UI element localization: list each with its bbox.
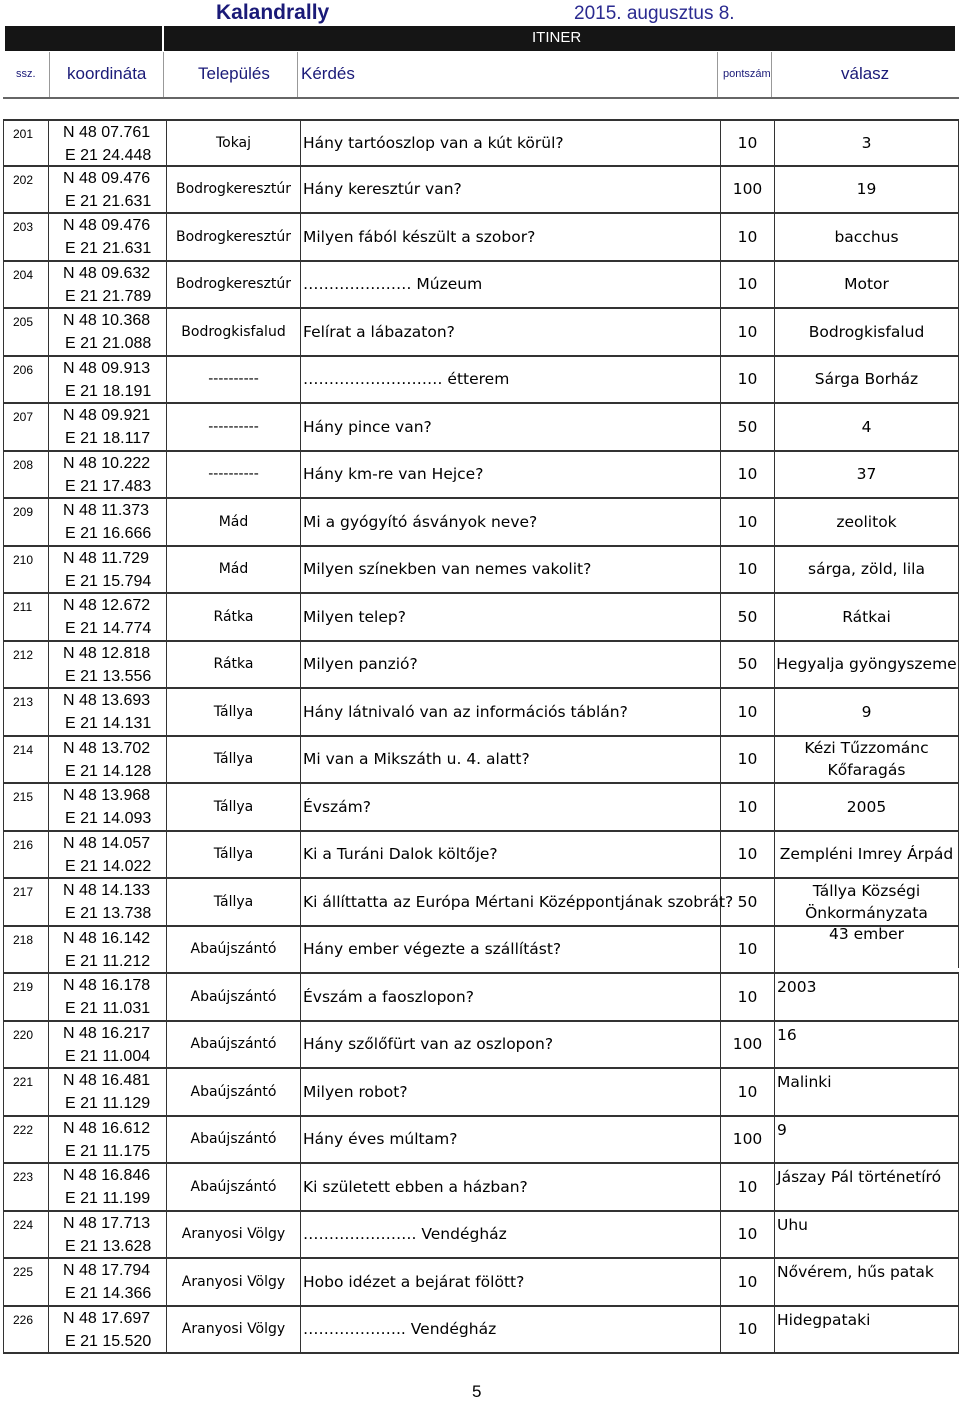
answer-cell <box>775 1259 959 1305</box>
question-text: Hány szőlőfürt van az oszlopon? <box>301 1022 721 1068</box>
answer-text: 43 ember <box>828 924 905 943</box>
table-row <box>3 1307 959 1355</box>
answer-text: 19 <box>856 180 877 199</box>
coord-east: E 21 21.088 <box>65 335 152 352</box>
question-text: Hány pince van? <box>301 404 721 450</box>
row-number: 205 <box>3 309 49 355</box>
answer-text: 9 <box>777 1120 787 1139</box>
answer-cell <box>775 214 959 260</box>
place-name: Abaújszántó <box>167 974 301 1020</box>
points-value: 10 <box>721 309 775 355</box>
row-number: 217 <box>3 879 49 925</box>
coord-north: N 48 16.612 <box>63 1119 151 1137</box>
answer-cell <box>775 594 959 640</box>
points-value: 10 <box>721 832 775 878</box>
coord-east: E 21 16.666 <box>65 525 152 542</box>
coord-east: E 21 11.004 <box>65 1047 151 1065</box>
row-number: 225 <box>3 1259 49 1305</box>
coord-north: N 48 14.057 <box>63 834 151 852</box>
points-value: 50 <box>721 879 775 925</box>
row-number: 224 <box>3 1212 49 1258</box>
table-row <box>3 879 959 927</box>
coord-east: E 21 14.774 <box>65 620 152 637</box>
row-number: 216 <box>3 832 49 878</box>
col-header-answer: válasz <box>841 64 890 83</box>
row-number: 204 <box>3 262 49 308</box>
place-name: Aranyosi Völgy <box>167 1212 301 1258</box>
place-name: Tállya <box>167 689 301 735</box>
coordinate <box>49 927 167 973</box>
coordinate <box>49 262 167 308</box>
row-number: 211 <box>3 594 49 640</box>
table-row <box>3 357 959 405</box>
row-number: 223 <box>3 1164 49 1210</box>
coordinate <box>49 121 167 165</box>
coord-east: E 21 17.483 <box>65 477 152 495</box>
coordinate <box>49 1259 167 1305</box>
coordinate <box>49 594 167 640</box>
answer-cell <box>775 357 959 403</box>
coord-north: N 48 16.846 <box>63 1167 151 1184</box>
coord-north: N 48 16.142 <box>63 929 151 947</box>
question-text: Ki állíttatta az Európa Mértani Középpontjának szobrát? <box>301 879 721 925</box>
question-text: Évszám a faoszlopon? <box>301 974 721 1020</box>
place-name: Tállya <box>167 784 301 830</box>
coordinate <box>49 1212 167 1258</box>
col-header-question: Kérdés <box>301 64 355 83</box>
points-value: 100 <box>721 1117 775 1163</box>
place-name: ---------- <box>167 357 301 403</box>
points-value: 10 <box>721 737 775 783</box>
table-row <box>3 452 959 500</box>
table-row <box>3 737 959 785</box>
question-text: Milyen színekben van nemes vakolit? <box>301 547 721 593</box>
place-name: Mád <box>167 499 301 545</box>
answer-cell <box>775 262 959 308</box>
answer-text-line2: Önkormányzata <box>805 903 928 922</box>
col-header-ssz: ssz. <box>16 68 36 80</box>
coord-east: E 21 14.093 <box>65 810 152 827</box>
row-number: 221 <box>3 1069 49 1115</box>
points-value: 100 <box>721 167 775 213</box>
coord-north: N 48 09.632 <box>63 264 151 282</box>
divider <box>49 52 50 98</box>
coordinate <box>49 737 167 783</box>
row-number: 202 <box>3 167 49 213</box>
coord-north: N 48 12.672 <box>63 597 151 614</box>
points-value: 10 <box>721 214 775 260</box>
answer-text: Jászay Pál történetíró <box>777 1168 942 1186</box>
table-row <box>3 832 959 880</box>
coord-east: E 21 18.191 <box>65 382 152 400</box>
coord-north: N 48 13.702 <box>63 739 151 757</box>
coord-north: N 48 07.761 <box>63 124 151 141</box>
answer-cell <box>775 167 959 213</box>
coord-north: N 48 10.222 <box>63 454 151 472</box>
answer-text: sárga, zöld, lila <box>808 560 925 579</box>
answer-text: zeolitok <box>836 512 897 531</box>
points-value: 10 <box>721 452 775 498</box>
answer-text: Rátkai <box>842 607 891 626</box>
question-text: ……………….. Vendégház <box>301 1307 721 1353</box>
table-row <box>3 1164 959 1212</box>
coord-north: N 48 16.481 <box>63 1072 151 1089</box>
coord-north: N 48 11.729 <box>63 549 149 567</box>
coordinate <box>49 1022 167 1068</box>
answer-cell <box>775 309 959 355</box>
col-header-place: Település <box>198 64 270 83</box>
question-text: Milyen telep? <box>301 594 721 640</box>
column-headers <box>3 52 959 98</box>
col-header-points: pontszám <box>723 68 771 80</box>
coordinate <box>49 452 167 498</box>
table-row <box>3 689 959 737</box>
coord-north: N 48 10.368 <box>63 312 151 329</box>
table-row <box>3 1212 959 1260</box>
question-text: Ki született ebben a házban? <box>301 1164 721 1210</box>
page-number: 5 <box>472 1382 482 1401</box>
answer-text: 4 <box>861 417 872 436</box>
answer-text: Kézi Tűzzománc <box>804 739 929 758</box>
coord-north: N 48 13.693 <box>63 692 151 709</box>
answer-cell <box>775 689 959 735</box>
points-value: 100 <box>721 1022 775 1068</box>
coord-east: E 21 14.131 <box>65 715 152 732</box>
answer-cell <box>775 1307 959 1353</box>
table-row <box>3 119 959 167</box>
coordinate <box>49 1117 167 1163</box>
divider <box>163 52 164 98</box>
table-row <box>3 642 959 690</box>
bar-cell <box>5 26 164 51</box>
table-row <box>3 309 959 357</box>
section-label: ITINER <box>532 29 582 46</box>
place-name: Bodrogkeresztúr <box>167 214 301 260</box>
row-number: 222 <box>3 1117 49 1163</box>
coord-north: N 48 09.476 <box>63 217 151 234</box>
coord-east: E 21 13.738 <box>65 905 152 922</box>
answer-cell <box>775 121 959 165</box>
coord-east: E 21 14.366 <box>65 1285 152 1302</box>
answer-cell <box>775 404 959 450</box>
answer-text: 37 <box>856 465 877 484</box>
coord-east: E 21 18.117 <box>65 430 151 447</box>
question-text: ………………… Múzeum <box>301 262 721 308</box>
answer-cell <box>775 923 959 969</box>
coordinate <box>49 309 167 355</box>
question-text: Milyen fából készült a szobor? <box>301 214 721 260</box>
place-name: Rátka <box>167 642 301 688</box>
row-number: 208 <box>3 452 49 498</box>
coord-north: N 48 16.178 <box>63 977 151 994</box>
row-number: 212 <box>3 642 49 688</box>
place-name: Tállya <box>167 832 301 878</box>
coord-east: E 21 21.631 <box>65 240 152 257</box>
points-value: 10 <box>721 1307 775 1353</box>
row-number: 215 <box>3 784 49 830</box>
row-number: 220 <box>3 1022 49 1068</box>
coord-east: E 21 15.520 <box>65 1332 152 1350</box>
points-value: 50 <box>721 594 775 640</box>
coord-east: E 21 11.212 <box>65 952 151 970</box>
place-name: Abaújszántó <box>167 1164 301 1210</box>
table-row <box>3 499 959 547</box>
coord-north: N 48 17.697 <box>63 1309 151 1327</box>
event-date: 2015. augusztus 8. <box>574 3 735 24</box>
place-name: Mád <box>167 547 301 593</box>
col-header-coord: koordináta <box>67 64 147 83</box>
points-value: 10 <box>721 1259 775 1305</box>
answer-text: Hidegpataki <box>777 1310 871 1329</box>
points-value: 10 <box>721 689 775 735</box>
answer-text: 16 <box>777 1025 797 1044</box>
place-name: Aranyosi Völgy <box>167 1259 301 1305</box>
points-value: 10 <box>721 547 775 593</box>
points-value: 10 <box>721 1164 775 1210</box>
answer-text: Bodrogkisfalud <box>808 322 925 341</box>
row-number: 226 <box>3 1307 49 1353</box>
row-number: 207 <box>3 404 49 450</box>
answer-text: Nővérem, hűs patak <box>777 1263 934 1281</box>
place-name: Tállya <box>167 879 301 925</box>
answer-text: 2005 <box>846 797 887 816</box>
table-row <box>3 594 959 642</box>
coord-north: N 48 17.713 <box>63 1214 151 1232</box>
answer-text: Motor <box>844 275 889 294</box>
coord-north: N 48 11.373 <box>63 502 149 519</box>
question-text: Hány tartóoszlop van a kút körül? <box>301 121 721 165</box>
place-name: Bodrogkeresztúr <box>167 167 301 213</box>
place-name: Abaújszántó <box>167 927 301 973</box>
points-value: 10 <box>721 357 775 403</box>
coord-east: E 21 11.199 <box>65 1190 151 1207</box>
coordinate <box>49 357 167 403</box>
place-name: Tállya <box>167 737 301 783</box>
row-number: 203 <box>3 214 49 260</box>
answer-cell <box>775 1069 959 1115</box>
answer-cell <box>775 832 959 878</box>
table-row <box>3 784 959 832</box>
answer-cell <box>775 1117 959 1163</box>
coordinate <box>49 642 167 688</box>
coordinate <box>49 879 167 925</box>
answer-text: Sárga Borház <box>814 370 919 389</box>
answer-cell <box>775 547 959 593</box>
question-text: Hány ember végezte a szállítást? <box>301 927 721 973</box>
coordinate <box>49 832 167 878</box>
points-value: 10 <box>721 121 775 165</box>
answer-cell <box>775 1022 959 1068</box>
answer-cell <box>775 879 959 925</box>
row-number: 210 <box>3 547 49 593</box>
points-value: 10 <box>721 784 775 830</box>
coord-east: E 21 13.628 <box>65 1237 152 1255</box>
coord-north: N 48 09.913 <box>63 359 151 377</box>
question-text: Felírat a lábazaton? <box>301 309 721 355</box>
question-text: …………………. Vendégház <box>301 1212 721 1258</box>
points-value: 10 <box>721 1212 775 1258</box>
answer-cell <box>775 784 959 830</box>
coordinate <box>49 1164 167 1210</box>
divider <box>771 52 772 98</box>
coordinate <box>49 214 167 260</box>
question-text: Évszám? <box>301 784 721 830</box>
coordinate <box>49 547 167 593</box>
table-row <box>3 1022 959 1070</box>
row-number: 213 <box>3 689 49 735</box>
points-value: 50 <box>721 642 775 688</box>
coord-east: E 21 11.031 <box>65 1000 151 1017</box>
coord-north: N 48 14.133 <box>63 882 151 899</box>
question-text: Milyen panzió? <box>301 642 721 688</box>
row-number: 206 <box>3 357 49 403</box>
answer-text: 2003 <box>777 978 817 996</box>
table-row <box>3 167 959 215</box>
question-text: Hány km-re van Hejce? <box>301 452 721 498</box>
points-value: 10 <box>721 499 775 545</box>
table-row <box>3 1069 959 1117</box>
document-title: Kalandrally <box>216 1 330 24</box>
divider <box>717 52 718 98</box>
coord-north: N 48 16.217 <box>63 1024 151 1042</box>
coordinate <box>49 404 167 450</box>
coordinate <box>49 689 167 735</box>
row-number: 219 <box>3 974 49 1020</box>
coord-east: E 21 14.128 <box>65 762 152 780</box>
answer-cell <box>775 642 959 688</box>
question-text: Milyen robot? <box>301 1069 721 1115</box>
coord-east: E 21 14.022 <box>65 857 152 875</box>
place-name: ---------- <box>167 404 301 450</box>
points-value: 10 <box>721 974 775 1020</box>
place-name: Aranyosi Völgy <box>167 1307 301 1353</box>
points-value: 50 <box>721 404 775 450</box>
table-row <box>3 1117 959 1165</box>
question-text: Mi van a Mikszáth u. 4. alatt? <box>301 737 721 783</box>
question-text: Hány látnivaló van az információs táblán? <box>301 689 721 735</box>
itiner-bar <box>5 26 955 51</box>
row-number: 218 <box>3 927 49 973</box>
coord-north: N 48 09.921 <box>63 407 151 424</box>
place-name: Abaújszántó <box>167 1022 301 1068</box>
answer-cell <box>775 499 959 545</box>
table-row <box>3 547 959 595</box>
table-row <box>3 1259 959 1307</box>
table-row <box>3 924 959 975</box>
answer-text: Malinki <box>777 1073 832 1091</box>
coord-east: E 21 11.175 <box>65 1142 151 1160</box>
table-row <box>3 262 959 310</box>
coord-north: N 48 09.476 <box>63 169 151 187</box>
coordinate <box>49 499 167 545</box>
points-value: 10 <box>721 927 775 973</box>
place-name: Bodrogkisfalud <box>167 309 301 355</box>
place-name: Tokaj <box>167 121 301 165</box>
coord-east: E 21 24.448 <box>65 147 152 164</box>
points-value: 10 <box>721 1069 775 1115</box>
points-value: 10 <box>721 262 775 308</box>
question-text: Mi a gyógyító ásványok neve? <box>301 499 721 545</box>
coord-east: E 21 21.631 <box>65 192 152 210</box>
divider <box>3 97 959 99</box>
answer-cell <box>775 974 959 1020</box>
coord-east: E 21 15.794 <box>65 572 152 590</box>
table-row <box>3 214 959 262</box>
coord-east: E 21 13.556 <box>65 667 152 685</box>
coord-north: N 48 17.794 <box>63 1262 151 1279</box>
answer-text: bacchus <box>834 227 899 246</box>
answer-text: Hegyalja gyöngyszeme <box>776 655 957 674</box>
place-name: Bodrogkeresztúr <box>167 262 301 308</box>
coord-north: N 48 13.968 <box>63 787 151 804</box>
coordinate <box>49 167 167 213</box>
answer-cell <box>775 1212 959 1258</box>
question-text: Hány keresztúr van? <box>301 167 721 213</box>
row-number: 201 <box>3 121 49 165</box>
table-row <box>3 404 959 452</box>
coordinate <box>49 974 167 1020</box>
coordinate <box>49 784 167 830</box>
answer-text: 9 <box>861 702 872 721</box>
question-text: Hány éves múltam? <box>301 1117 721 1163</box>
row-number: 209 <box>3 499 49 545</box>
coordinate <box>49 1307 167 1353</box>
row-number: 214 <box>3 737 49 783</box>
place-name: Abaújszántó <box>167 1117 301 1163</box>
question-text: Ki a Turáni Dalok költője? <box>301 832 721 878</box>
answer-text: Uhu <box>777 1215 808 1234</box>
answer-text: Zempléni Imrey Árpád <box>779 845 954 864</box>
coordinate <box>49 1069 167 1115</box>
answer-cell <box>775 737 959 783</box>
answer-text: Tállya Községi <box>812 881 921 900</box>
divider <box>297 52 298 98</box>
answer-cell <box>775 452 959 498</box>
table-row <box>3 974 959 1022</box>
coord-east: E 21 11.129 <box>65 1095 151 1112</box>
place-name: Abaújszántó <box>167 1069 301 1115</box>
answer-text-line2: Kőfaragás <box>827 761 906 780</box>
answer-text: 3 <box>861 133 872 152</box>
question-text: ……………………… étterem <box>301 357 721 403</box>
page-header <box>0 0 960 26</box>
place-name: Rátka <box>167 594 301 640</box>
coord-north: N 48 12.818 <box>63 644 151 662</box>
coord-east: E 21 21.789 <box>65 287 152 305</box>
answer-cell <box>775 1164 959 1210</box>
question-text: Hobo idézet a bejárat fölött? <box>301 1259 721 1305</box>
place-name: ---------- <box>167 452 301 498</box>
